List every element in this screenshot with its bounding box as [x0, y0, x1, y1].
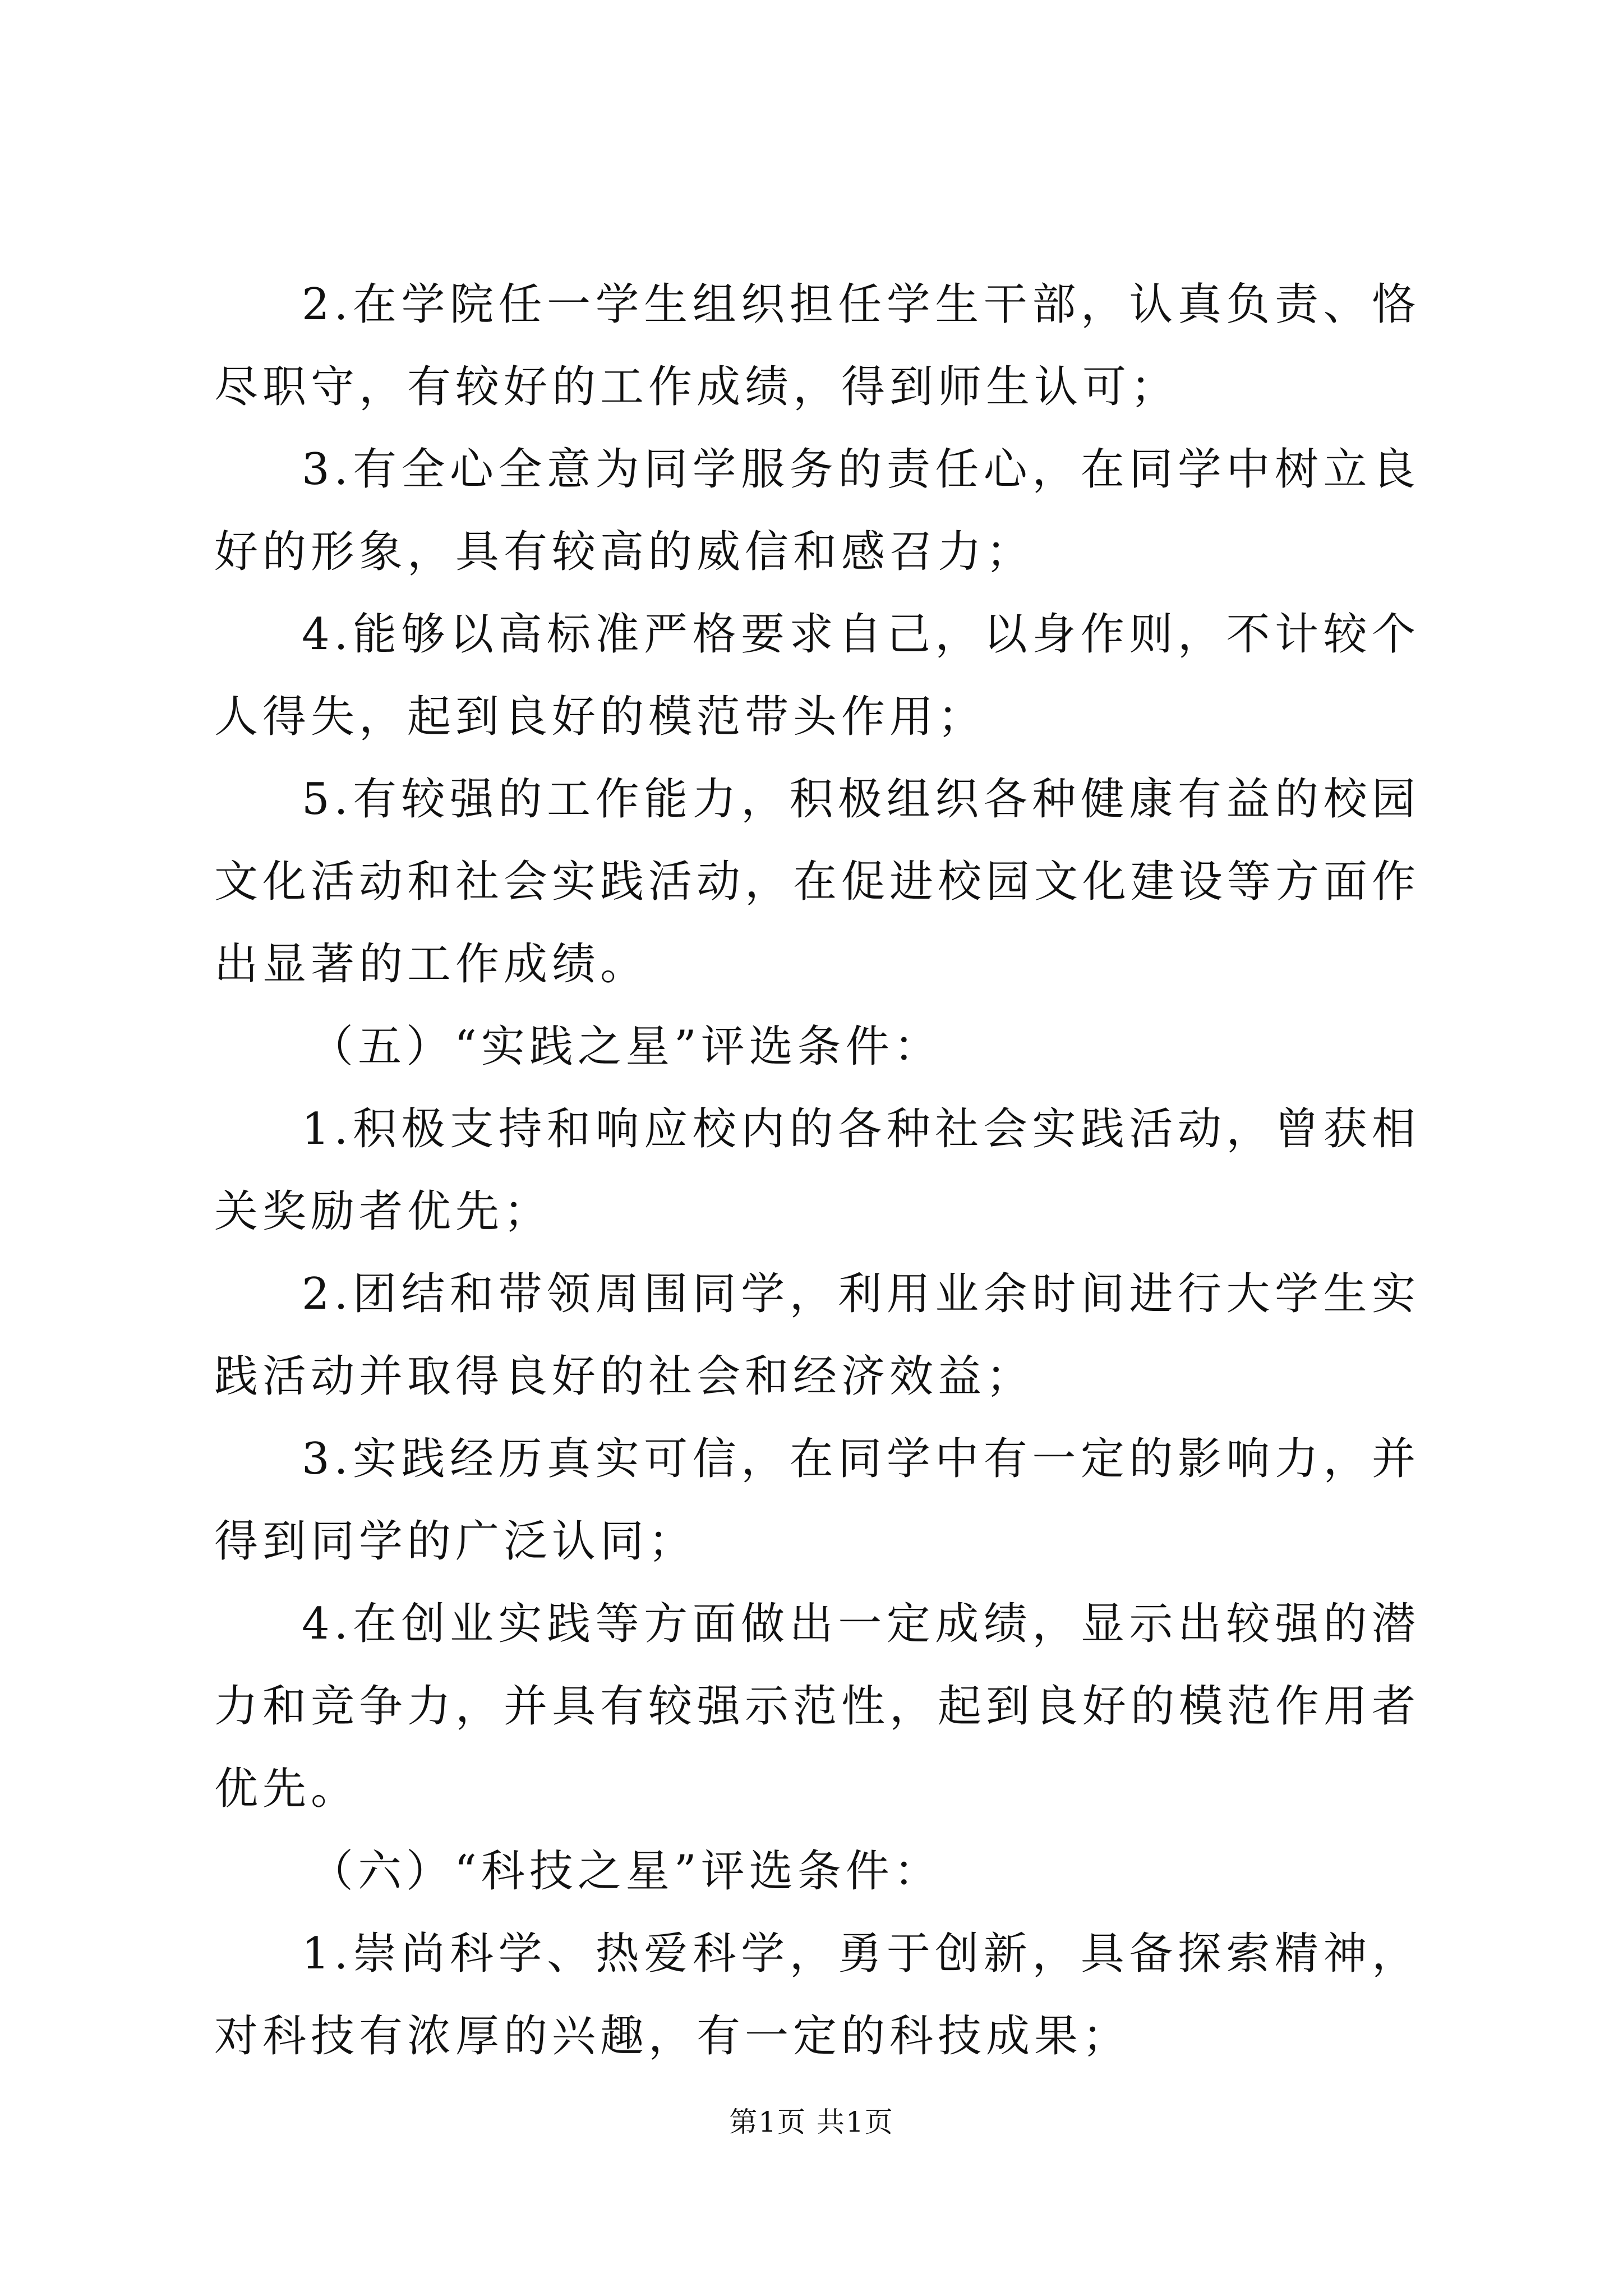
paragraph-item-4: 4.能够以高标准严格要求自己，以身作则，不计较个人得失，起到良好的模范带头作用；: [214, 609, 1420, 742]
paragraph-item-5: 5.有较强的工作能力，积极组织各种健康有益的校园文化活动和社会实践活动，在促进校园文化建设等方面作出显著的工作成绩。: [214, 774, 1421, 990]
section-heading-tech-star: （六）“科技之星”评选条件：: [310, 1846, 942, 1897]
paragraph-item-2: 2.在学院任一学生组织担任学生干部，认真负责、恪尽职守，有较好的工作成绩，得到师生认可；: [214, 279, 1420, 412]
practice-item-3: 3.实践经历真实可信，在同学中有一定的影响力，并得到同学的广泛认同；: [214, 1434, 1420, 1567]
page-footer: 第1页 共1页: [729, 2106, 894, 2138]
practice-item-1: 1.积极支持和响应校内的各种社会实践活动，曾获相关奖励者优先；: [214, 1104, 1420, 1237]
practice-item-4: 4.在创业实践等方面做出一定成绩，显示出较强的潜力和竞争力，并具有较强示范性，起到良好的模范作用者优先。: [214, 1599, 1421, 1814]
tech-item-1: 1.崇尚科学、热爱科学，勇于创新，具备探索精神，对科技有浓厚的兴趣，有一定的科技成果；: [214, 1929, 1420, 2062]
section-heading-practice-star: （五）“实践之星”评选条件：: [310, 1022, 942, 1072]
document-body: [214, 264, 1420, 2078]
practice-item-2: 2.团结和带领周围同学，利用业余时间进行大学生实践活动并取得良好的社会和经济效益；: [214, 1269, 1420, 1402]
paragraph-item-3: 3.有全心全意为同学服务的责任心，在同学中树立良好的形象，具有较高的威信和感召力；: [214, 444, 1420, 577]
